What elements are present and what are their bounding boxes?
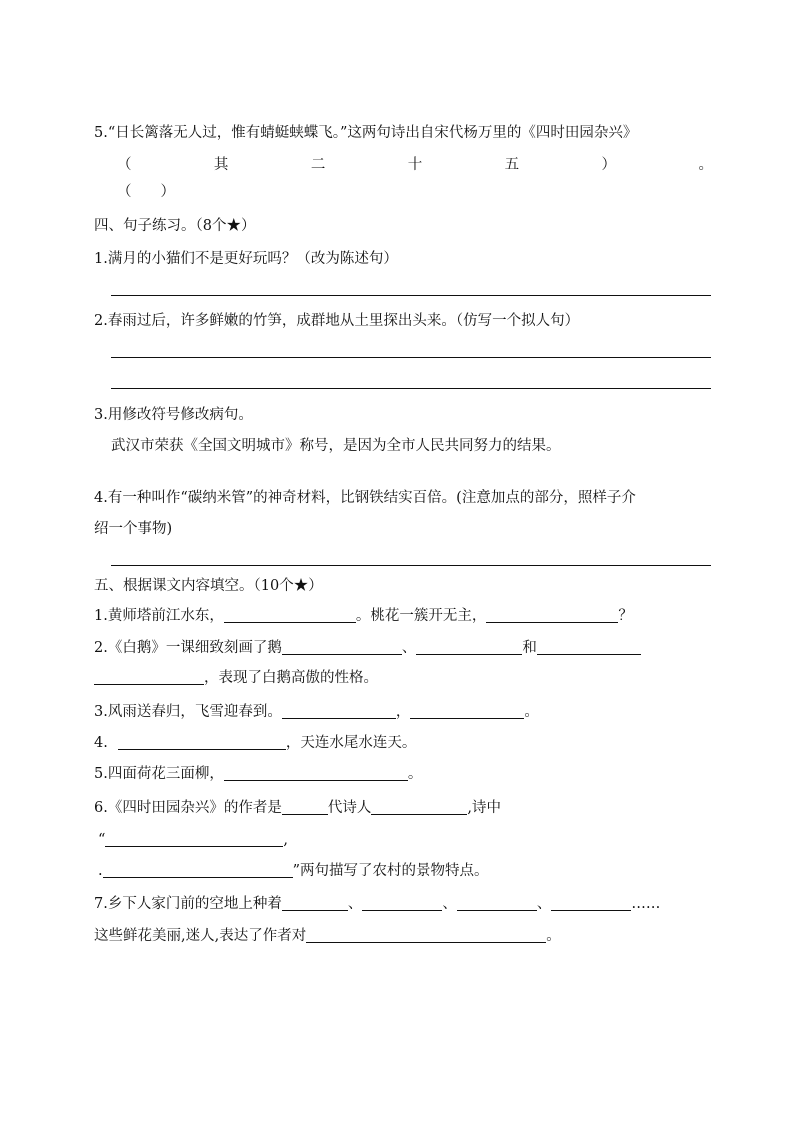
s5-q6-text-b: 代诗人	[327, 800, 372, 816]
s5-q7-text-g: 。	[546, 928, 561, 944]
blank[interactable]	[410, 703, 524, 719]
s4-q4-line2: 绍一个事物)	[94, 521, 173, 537]
s5-q6-text-c: ,诗中	[467, 800, 501, 816]
s5-q6-line1	[94, 798, 501, 818]
s5-q1-text-b: 。桃花一簇开无主，	[355, 608, 487, 624]
section5-title: 五、根据课文内容填空。（10个★）	[94, 578, 323, 594]
q5-char: （	[117, 157, 132, 173]
s5-q7-text-d: 、	[536, 896, 552, 912]
q5-answer-paren[interactable]: （ ）	[117, 184, 175, 200]
blank[interactable]	[486, 607, 618, 623]
s4-q2-text: 2.春雨过后，许多鲜嫩的竹笋，成群地从土里探出头来。（仿写一个拟人句）	[94, 313, 580, 329]
s5-q6-line3	[98, 861, 489, 881]
s5-q6-text-d: “	[98, 832, 106, 848]
s5-q7-line1	[94, 894, 660, 914]
s5-q6-text-a: 6.《四时田园杂兴》的作者是	[94, 800, 282, 816]
s4-q4-answer-line[interactable]	[111, 565, 711, 566]
blank[interactable]	[537, 639, 641, 655]
s4-q4-line1: 4.有一种叫作“碳纳米管”的神奇材料，比钢铁结实百倍。(注意加点的部分，照样子介	[94, 490, 636, 506]
s4-q3-text: 3.用修改符号修改病句。	[94, 407, 253, 423]
blank[interactable]	[551, 895, 631, 911]
q5-spread-line	[117, 155, 713, 175]
s5-q6-text-g: ”两句描写了农村的景物特点。	[292, 863, 489, 879]
s5-q3	[94, 702, 539, 722]
s5-q4	[94, 733, 416, 753]
blank[interactable]	[282, 639, 402, 655]
section4-title: 四、句子练习。（8个★）	[94, 218, 256, 234]
s5-q4-text-a: 4.	[94, 735, 108, 751]
s4-q1-text: 1.满月的小猫们不是更好玩吗？（改为陈述句）	[94, 251, 398, 267]
s5-q2-text-d: ，表现了白鹅高傲的性格。	[204, 670, 378, 686]
s5-q4-text-b: ，天连水尾水连天。	[285, 735, 417, 751]
blank[interactable]	[282, 799, 328, 815]
s5-q6-line2	[98, 830, 288, 850]
s5-q3-text-c: 。	[524, 704, 539, 720]
blank[interactable]	[371, 799, 467, 815]
blank[interactable]	[94, 669, 204, 685]
s5-q2-line1	[94, 638, 641, 658]
q5-line1: 5.“日长篱落无人过，惟有蜻蜓蛱蝶飞。”这两句诗出自宋代杨万里的《四时田园杂兴》	[94, 125, 638, 141]
s5-q5	[94, 764, 422, 784]
s5-q7-text-b: 、	[347, 896, 363, 912]
s5-q1-text-c: ？	[618, 608, 633, 624]
q5-char: 十	[407, 157, 423, 173]
s5-q2-text-c: 和	[522, 640, 537, 656]
blank[interactable]	[118, 734, 286, 750]
s5-q2-text-b: 、	[401, 640, 417, 656]
s5-q2-line2	[94, 668, 378, 688]
s5-q6-text-f: .	[98, 863, 103, 879]
q5-char: 五	[504, 157, 520, 173]
blank[interactable]	[224, 765, 408, 781]
s5-q7-line2	[94, 926, 561, 946]
blank[interactable]	[416, 639, 522, 655]
s5-q7-text-f: 这些鲜花美丽,迷人,表达了作者对	[94, 928, 307, 944]
blank[interactable]	[224, 607, 356, 623]
s4-q2-answer-line[interactable]	[111, 388, 711, 389]
s5-q7-text-a: 7.乡下人家门前的空地上种着	[94, 896, 282, 912]
q5-char: 。	[698, 157, 713, 173]
s5-q3-text-b: ，	[395, 704, 411, 720]
s4-q3-sentence[interactable]: 武汉市荣获《全国文明城市》称号，是因为全市人民共同努力的结果。	[111, 438, 561, 454]
blank[interactable]	[103, 862, 293, 878]
s5-q3-text-a: 3.风雨送春归，飞雪迎春到。	[94, 704, 282, 720]
s5-q1	[94, 606, 633, 626]
s5-q6-text-e: ,	[283, 832, 289, 848]
s5-q2-text-a: 2.《白鹅》一课细致刻画了鹅	[94, 640, 282, 656]
blank[interactable]	[282, 703, 396, 719]
s5-q7-text-e: ……	[631, 896, 661, 912]
s4-q1-answer-line[interactable]	[111, 295, 711, 296]
q5-char: 其	[213, 157, 229, 173]
blank[interactable]	[362, 895, 442, 911]
blank[interactable]	[105, 831, 283, 847]
blank[interactable]	[306, 927, 546, 943]
s5-q5-text-a: 5.四面荷花三面柳，	[94, 766, 224, 782]
s5-q1-text-a: 1.黄师塔前江水东，	[94, 608, 224, 624]
s5-q7-text-c: 、	[442, 896, 457, 912]
blank[interactable]	[282, 895, 348, 911]
blank[interactable]	[457, 895, 537, 911]
s5-q5-text-b: 。	[407, 766, 423, 782]
q5-char: ）	[601, 157, 617, 173]
s4-q2-answer-line[interactable]	[111, 357, 711, 358]
q5-char: 二	[310, 157, 326, 173]
